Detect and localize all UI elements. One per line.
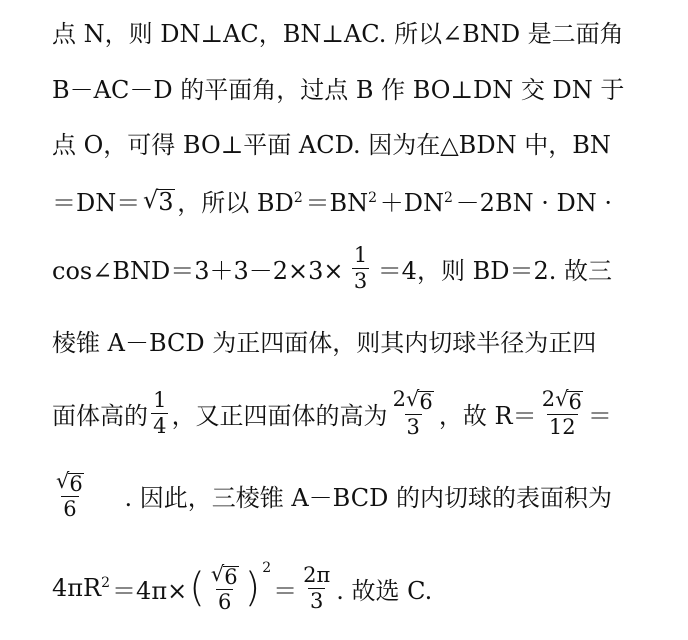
line-4-bd: ，所以 $BD^2$ — [177, 188, 303, 217]
fraction-2pi-over-3: $\frac{2\pi}{3}$ — [303, 563, 331, 613]
line-9-eq: ＝ — [273, 576, 298, 605]
line-1-text: 点 N，则 DN⊥AC，BN⊥AC. 所以∠BND 是二面角 — [52, 19, 624, 48]
line-9-lead: $4\pi R^2$ — [52, 574, 111, 602]
line-9-tail: . 故选 C. — [336, 576, 433, 605]
line-5-tail: ＝4，则 BD＝2. 故三 — [377, 256, 612, 285]
fraction-sqrt6-over-6-squared: √ 6 6 — [210, 561, 238, 614]
text-line-1 — [52, 3, 624, 59]
line-7-eq: ＝ — [587, 401, 612, 430]
text-line-2 — [52, 59, 625, 115]
line-2-text: B－AC－D 的平面角，过点 B 作 BO⊥DN 交 DN 于 — [52, 75, 625, 104]
fraction-r-value: 2 √ 6 12 — [541, 386, 582, 439]
text-line-9 — [52, 560, 433, 616]
line-8-text: . 因此，三棱锥 A－BCD 的内切球的表面积为 — [124, 483, 612, 512]
radical-sign: √ — [142, 186, 159, 214]
line-3-text: 点 O，可得 BO⊥平面 ACD. 因为在△BDN 中，BN — [52, 130, 611, 159]
fraction-one-fourth: $\frac{1}{4}$ — [153, 388, 167, 438]
text-line-4 — [52, 172, 612, 228]
fraction-sqrt6-over-6: √ 6 6 — [56, 468, 83, 521]
line-7-mid: ，又正四面体的高为 — [171, 401, 388, 430]
line-6-text: 棱锥 A－BCD 为正四面体，则其内切球半径为正四 — [52, 328, 597, 357]
text-line-3 — [52, 114, 612, 170]
line-5-lead: cos∠BND＝3＋3－2×3× — [52, 256, 344, 285]
text-line-7 — [52, 385, 612, 441]
square-exponent: 2 — [262, 560, 272, 576]
fraction-height: 2 √ 6 3 — [392, 386, 433, 439]
text-line-6 — [52, 312, 612, 368]
text-line-5 — [52, 240, 612, 296]
line-4-dn: $+DN^2$ — [379, 188, 453, 217]
text-line-8 — [52, 467, 612, 523]
line-4-tail: －2BN · DN · — [455, 188, 612, 217]
line-4-bn: $=BN^2$ — [305, 188, 378, 217]
left-paren: ( — [189, 565, 205, 611]
fraction-one-third: $\frac{1}{3}$ — [353, 243, 368, 293]
right-paren: ) — [244, 565, 261, 611]
sqrt-3 — [143, 186, 175, 214]
line-7-lead: 面体高的 — [52, 401, 148, 430]
line-7-r: ，故 R＝ — [438, 401, 537, 430]
line-9-mid: ＝4π× — [112, 576, 188, 605]
radicand: 3 — [158, 188, 174, 216]
line-4-lead: ＝DN＝ — [52, 188, 141, 217]
